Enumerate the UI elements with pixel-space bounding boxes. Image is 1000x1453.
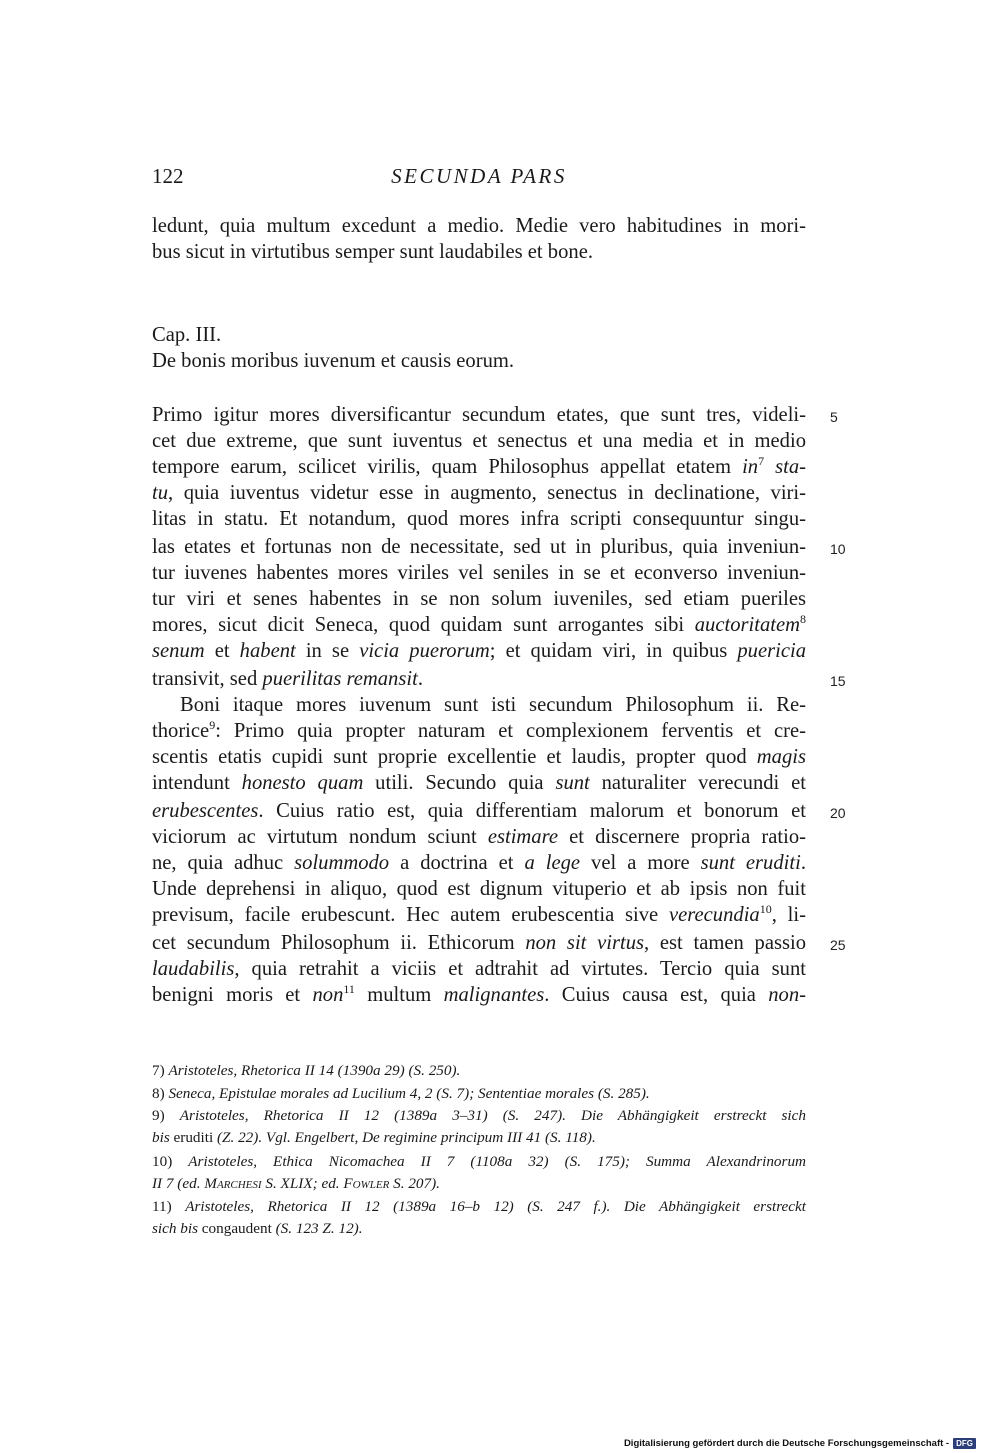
text-line: tur viri et senes habentes in se non solum iuveniles, sed etiam pueriles <box>152 588 806 610</box>
text-line: senum et habent in se vicia puerorum; et quidam viri, in quibus puericia <box>152 640 806 662</box>
text-line: bus sicut in virtutibus semper sunt laudabiles et bone. <box>152 241 593 263</box>
text-line: Unde deprehensi in aliquo, quod est dignum vituperio et ab ipsis non fuit <box>152 878 806 900</box>
text-line: litas in statu. Et notandum, quod mores infra scripti consequuntur singu- <box>152 508 806 530</box>
text-line: intendunt honesto quam utili. Secundo quia sunt naturaliter verecundi et <box>152 772 806 794</box>
text-line: benigni moris et non$^{11}$ multum malignantes. Cuius causa est, quia non- <box>152 982 806 1006</box>
footnote-ref: 11 <box>343 982 355 996</box>
footnote-7: 7) Aristoteles, Rhetorica II 14 (1390a 29) (S. 250). <box>152 1062 461 1079</box>
footnote-11-cont: sich bis congaudent (S. 123 Z. 12). <box>152 1220 363 1237</box>
chapter-number: Cap. III. <box>152 324 222 346</box>
text-line: scentis etatis cupidi sunt proprie excellentie et laudis, propter quod magis <box>152 746 806 768</box>
text-line: ne, quia adhuc solummodo a doctrina et a lege vel a more sunt eruditi. <box>152 852 806 874</box>
footnote-9-cont: bis eruditi (Z. 22). Vgl. Engelbert, De regimine principum III 41 (S. 118). <box>152 1129 596 1146</box>
page-number: 122 <box>152 164 184 188</box>
text-line: viciorum ac virtutum nondum sciunt estimare et discernere propria ratio- <box>152 826 806 848</box>
footnote-ref: 9 <box>209 718 216 732</box>
chapter-title: De bonis moribus iuvenum et causis eorum. <box>152 350 515 372</box>
line-number: 15 <box>830 673 846 689</box>
footnote-ref: 10 <box>759 902 772 916</box>
running-head: SECUNDA PARS <box>391 164 567 188</box>
text-line: mores, sicut dicit Seneca, quod quidam sunt arrogantes sibi auctoritatem$^8$ <box>152 612 806 636</box>
footnote-8: 8) Seneca, Epistulae morales ad Lucilium 4, 2 (S. 7); Sententiae morales (S. 285). <box>152 1085 650 1102</box>
footnote-ref: 8 <box>800 612 806 626</box>
text-line: las etates et fortunas non de necessitate, sed ut in pluribus, quia inveniun- <box>152 536 806 558</box>
footnote-11: 11) Aristoteles, Rhetorica II 12 (1389a 16–b 12) (S. 247 f.). Die Abhängigkeit erstreckt <box>152 1198 807 1215</box>
footnote-10-cont: II 7 (ed. Marchesi S. XLIX; ed. Fowler S. 207). <box>152 1175 440 1192</box>
footnote-10: 10) Aristoteles, Ethica Nicomachea II 7 (1108a 32) (S. 175); Summa Alexandrinorum <box>152 1153 807 1170</box>
footnote-ref: 7 <box>758 454 765 468</box>
dfg-logo: DFG <box>953 1438 976 1449</box>
text-line: thorice$^9$: Primo quia propter naturam et complexionem ferventis et cre- <box>152 718 806 742</box>
line-number: 5 <box>830 409 838 425</box>
footnote-9: 9) Aristoteles, Rhetorica II 12 (1389a 3–31) (S. 247). Die Abhängigkeit erstreckt sich <box>152 1107 806 1124</box>
text-line: cet secundum Philosophum ii. Ethicorum non sit virtus, est tamen passio <box>152 932 807 954</box>
text-line: cet due extreme, que sunt iuventus et senectus et una media et in medio <box>152 430 806 452</box>
line-number: 25 <box>830 937 846 953</box>
text-line: laudabilis, quia retrahit a viciis et adtrahit ad virtutes. Tercio quia sunt <box>152 958 806 980</box>
text-line: previsum, facile erubescunt. Hec autem erubescentia sive verecundia$^{10}$, li- <box>152 902 806 926</box>
line-number: 20 <box>830 805 846 821</box>
line-number: 10 <box>830 541 846 557</box>
credit-text: Digitalisierung gefördert durch die Deutsche Forschungsgemeinschaft - <box>623 1438 950 1449</box>
page-header <box>152 164 806 194</box>
text-line: tempore earum, scilicet virilis, quam Philosophus appellat etatem $in^7$ sta- <box>152 454 806 478</box>
text-line: transivit, sed puerilitas remansit. <box>152 668 423 690</box>
digitization-credit <box>624 1438 976 1449</box>
text-line: Primo igitur mores diversificantur secundum etates, que sunt tres, videli- <box>152 404 806 426</box>
text-line: tu, quia iuventus videtur esse in augmento, senectus in declinatione, viri- <box>152 482 806 504</box>
text-line: erubescentes. Cuius ratio est, quia differentiam malorum et bonorum et <box>152 800 806 822</box>
text-line: tur iuvenes habentes mores viriles vel seniles in se et econverso inveniun- <box>152 562 806 584</box>
text-line: Boni itaque mores iuvenum sunt isti secundum Philosophum ii. Re- <box>180 694 806 716</box>
text-line: ledunt, quia multum excedunt a medio. Medie vero habitudines in mori- <box>152 215 806 237</box>
